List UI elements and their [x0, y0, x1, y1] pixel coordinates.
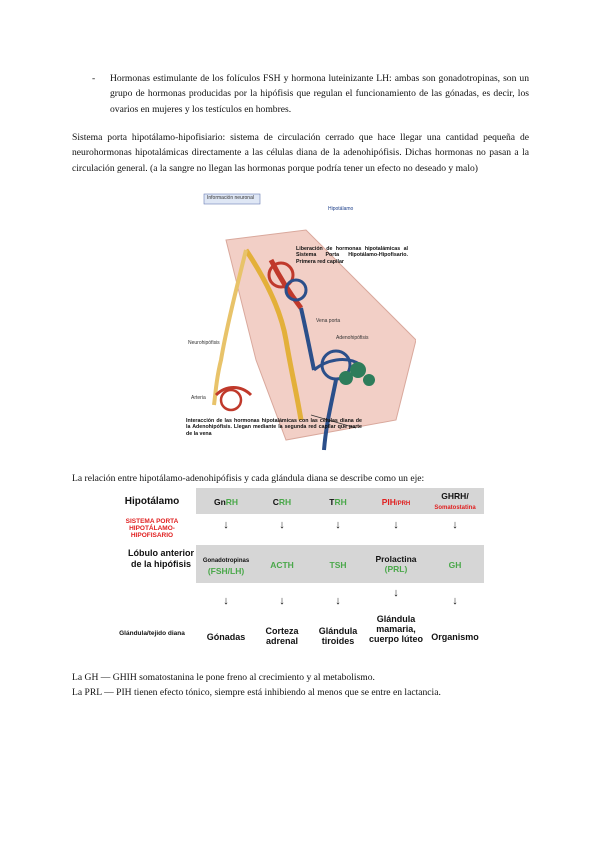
arrow-down-icon: ↓: [393, 519, 399, 531]
arrow-down-icon: ↓: [452, 519, 458, 531]
fig-label-neurohypophysis: Neurohipófisis: [188, 340, 220, 346]
fig-caption-second-capillary: Interacción de las hormonas hipotalámicas con las células diana de la Adenohipófisis. Llegan mediante la segunda red capilar que parte de la vena: [186, 418, 362, 437]
pituitary-gonadotropins-bottom: (FSH/LH): [207, 566, 245, 576]
pituitary-gonadotropins: [194, 554, 258, 576]
pituitary-prolactin-top: Prolactina: [375, 554, 417, 564]
fig-label-info: Información neuronal: [207, 195, 254, 201]
arrow-down-icon: ↓: [335, 519, 341, 531]
pituitary-prolactin-bottom: (PRL): [384, 564, 408, 574]
row-label-hypothalamus: Hipotálamo: [124, 496, 180, 507]
hormone-trh-prefix: T: [329, 497, 335, 507]
target-mammary: Glándula mamaria, cuerpo lúteo: [368, 614, 423, 644]
hormone-crh-suffix: RH: [278, 497, 292, 507]
axis-diagram: [112, 488, 490, 650]
fig-label-adenohypophysis: Adenohipófisis: [336, 335, 369, 341]
hormone-crh-prefix: C: [272, 497, 279, 507]
hormone-crh: [254, 497, 310, 507]
arrow-down-icon: ↓: [335, 595, 341, 607]
hormone-pih: [366, 497, 426, 509]
portal-system-figure: [186, 190, 416, 456]
hormone-trh-suffix: RH: [334, 497, 347, 507]
row-label-target: Glándula/tejido diana: [119, 630, 185, 637]
portal-system-illustration: [186, 190, 416, 456]
hormone-ghrh-prefix: GHRH/: [441, 491, 469, 501]
arrow-down-icon: ↓: [223, 519, 229, 531]
fig-label-artery: Arteria: [191, 395, 206, 401]
note-prl: La PRL — PIH tienen efecto tónico, siempre está inhibiendo al menos que se entre en lactancia.: [72, 687, 441, 698]
bullet-text: Hormonas estimulante de los folículos FSH y hormona luteinizante LH: ambas son gonadotropinas, son un grupo de hormonas producidas por la hipófisis que regulan el funcionamiento de las gónadas, es decir, los ovarios en mujeres y los testículos en hombres.: [110, 73, 529, 115]
hormone-ghrh: [424, 491, 486, 513]
hormone-pih-prefix: PIH: [381, 497, 396, 507]
row-label-pituitary: Lóbulo anterior de la hipófisis: [128, 548, 194, 569]
hormone-ghrh-suffix: Somatostatina: [434, 505, 476, 511]
axis-caption: La relación entre hipotálamo-adenohipófisis y cada glándula diana se describe como un eje:: [72, 473, 425, 484]
arrow-down-icon: ↓: [279, 595, 285, 607]
target-adrenal-cortex: Corteza adrenal: [265, 626, 299, 646]
arrow-down-icon: ↓: [393, 587, 399, 599]
fig-caption-first-capillary: Liberación de hormonas hipotalámicas al Sistema Porta Hipotálamo-Hipofisario. Primera red capilar: [296, 246, 408, 265]
note-gh: La GH — GHIH somatostanina le pone freno al crecimiento y al metabolismo.: [72, 672, 375, 683]
target-organism: Organismo: [431, 632, 479, 642]
row-label-portal: SISTEMA PORTA HIPOTÁLAMO-HIPOFISARIO: [125, 518, 179, 539]
hormone-trh: [310, 497, 366, 507]
fig-label-portal-vein: Vena porta: [316, 318, 341, 324]
arrow-down-icon: ↓: [223, 595, 229, 607]
target-thyroid: Glándula tiroides: [318, 626, 358, 646]
target-gonads: Gónadas: [206, 632, 246, 642]
pituitary-prolactin: [366, 554, 426, 574]
pituitary-gh: GH: [448, 560, 462, 570]
bullet-dash: -: [92, 73, 96, 84]
pituitary-tsh: TSH: [329, 560, 347, 570]
hormone-gnrh-suffix: RH: [225, 497, 239, 507]
portal-paragraph: Sistema porta hipotálamo-hipofisiario: sistema de circulación cerrado que hace llegar una cantidad pequeña de neurohormonas hipotalámicas directamente a las células diana de la adenohipófisis. Dichas hormonas no pasan a la circulación general. (a la sangre no llegan las hormonas porque podría tener un efecto no deseado y malo): [72, 132, 529, 174]
pituitary-gonadotropins-top: Gonadotropinas: [202, 558, 250, 564]
pituitary-acth: ACTH: [270, 560, 294, 570]
hormone-pih-suffix: /PRH: [395, 501, 411, 507]
fig-label-hypothalamus: Hipotálamo: [328, 206, 354, 212]
hormone-gnrh: [198, 497, 254, 507]
hormone-gnrh-prefix: Gn: [213, 497, 226, 507]
arrow-down-icon: ↓: [452, 595, 458, 607]
arrow-down-icon: ↓: [279, 519, 285, 531]
